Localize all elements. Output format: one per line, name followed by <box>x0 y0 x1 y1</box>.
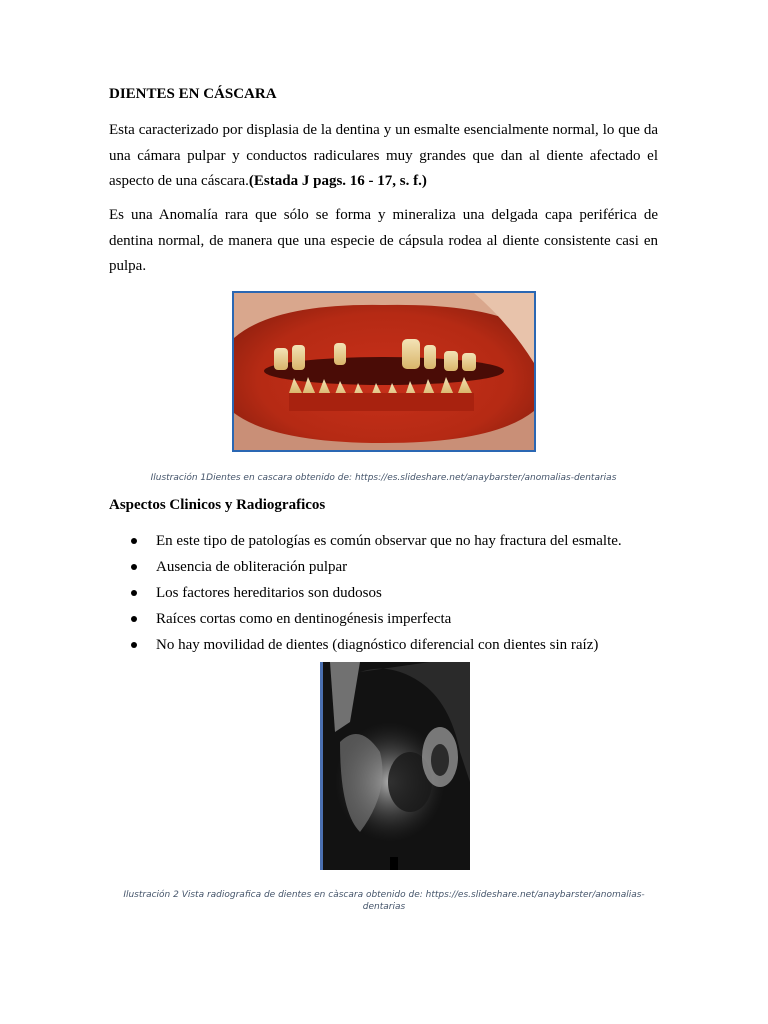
bullet-text: No hay movilidad de dientes (diagnóstico diferencial con dientes sin raíz) <box>156 637 599 653</box>
bullet-item <box>109 582 669 608</box>
bullet-text: Ausencia de obliteración pulpar <box>156 559 348 575</box>
bullet-text: Los factores hereditarios son dudosos <box>156 585 382 601</box>
bullet-item <box>109 530 669 556</box>
section-heading: DIENTES EN CÁSCARA <box>109 86 277 102</box>
paragraph-2: Es una Anomalía rara que sólo se forma y mineraliza una delgada capa periférica de dentina normal, de manera que una especie de cápsula rodea al diente consistente casi en pulpa. <box>109 207 658 274</box>
mouth-photo-illustration <box>234 293 534 450</box>
paragraph-1 <box>109 118 658 195</box>
bullet-icon <box>131 538 137 544</box>
figure-1-caption: Ilustración 1Dientes en cascara obtenido de: https://es.slideshare.net/anaybarster/anomalias-dentarias <box>150 473 617 483</box>
paragraph-1-text: Esta caracterizado por displasia de la dentina y un esmalte esencialmente normal, lo que da una cámara pulpar y conductos radiculares muy grandes que dan al diente afectado el aspecto de una cáscara. <box>109 122 658 189</box>
figure-2-radiograph <box>320 662 470 870</box>
radiograph-illustration <box>320 662 470 870</box>
bullet-text: Raíces cortas como en dentinogénesis imperfecta <box>156 611 452 627</box>
bullet-icon <box>131 642 137 648</box>
bullet-list <box>109 530 669 660</box>
bullet-item <box>109 608 669 634</box>
figure-2-caption: Ilustración 2 Vista radiografica de dientes en càscara obtenido de: https://es.slideshare.net/anaybarster/anomalias-dentarias <box>123 890 645 912</box>
subsection-heading: Aspectos Clinicos y Radiograficos <box>109 497 326 513</box>
bullet-text: En este tipo de patologías es común observar que no hay fractura del esmalte. <box>156 533 622 549</box>
bullet-item <box>109 634 669 660</box>
bullet-item <box>109 556 669 582</box>
bullet-icon <box>131 616 137 622</box>
paragraph-1-citation: (Estada J pags. 16 - 17, s. f.) <box>248 173 427 189</box>
bullet-icon <box>131 590 137 596</box>
figure-1-clinical-photo <box>232 291 536 452</box>
bullet-icon <box>131 564 137 570</box>
